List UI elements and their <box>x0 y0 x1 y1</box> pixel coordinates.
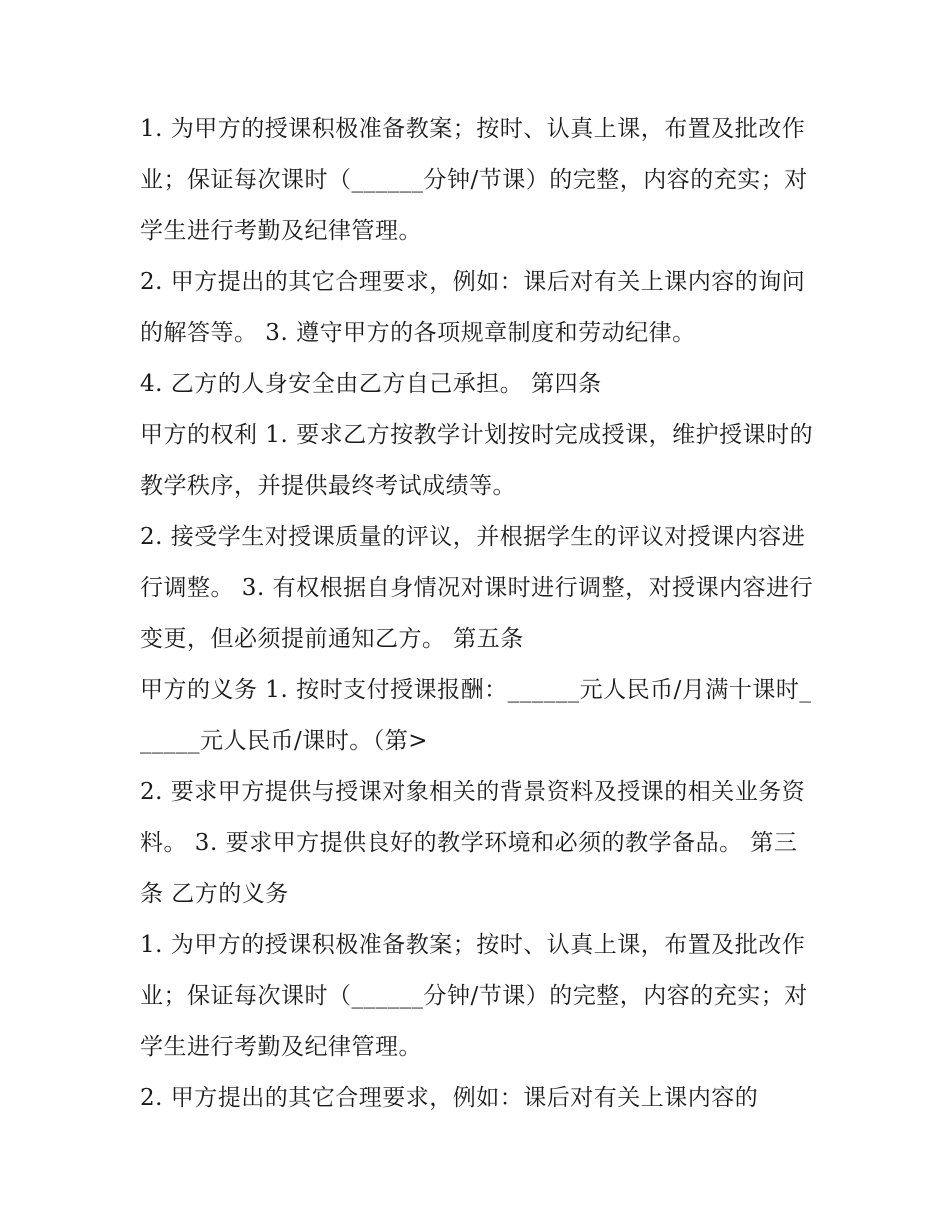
document-body <box>140 104 820 1124</box>
paragraph-9: 2. 甲方提出的其它合理要求，例如：课后对有关上课内容的 <box>140 1085 759 1111</box>
paragraph-4: 甲方的权利 1. 要求乙方按教学计划按时完成授课，维护授课时的教学秩序，并提供最终考试成绩等。 <box>140 422 814 499</box>
paragraph-8: 1. 为甲方的授课积极准备教案；按时、认真上课，布置及批改作业；保证每次课时（______分钟/节课）的完整，内容的充实；对学生进行考勤及纪律管理。 <box>140 932 808 1060</box>
paragraph-1: 1. 为甲方的授课积极准备教案；按时、认真上课，布置及批改作业；保证每次课时（______分钟/节课）的完整，内容的充实；对学生进行考勤及纪律管理。 <box>140 116 808 244</box>
paragraph-6: 甲方的义务 1. 按时支付授课报酬：______元人民币/月满十课时______元人民币/课时。（第> <box>140 677 812 754</box>
paragraph-2: 2. 甲方提出的其它合理要求，例如：课后对有关上课内容的询问的解答等。 3. 遵守甲方的各项规章制度和劳动纪律。 <box>140 269 806 346</box>
paragraph-7: 2. 要求甲方提供与授课对象相关的背景资料及授课的相关业务资料。 3. 要求甲方提供良好的教学环境和必须的教学备品。 第三条 乙方的义务 <box>140 779 806 907</box>
paragraph-5: 2. 接受学生对授课质量的评议，并根据学生的评议对授课内容进行调整。 3. 有权根据自身情况对课时进行调整，对授课内容进行变更，但必须提前通知乙方。 第五条 <box>140 524 814 652</box>
paragraph-3: 4. 乙方的人身安全由乙方自己承担。 第四条 <box>140 371 602 397</box>
